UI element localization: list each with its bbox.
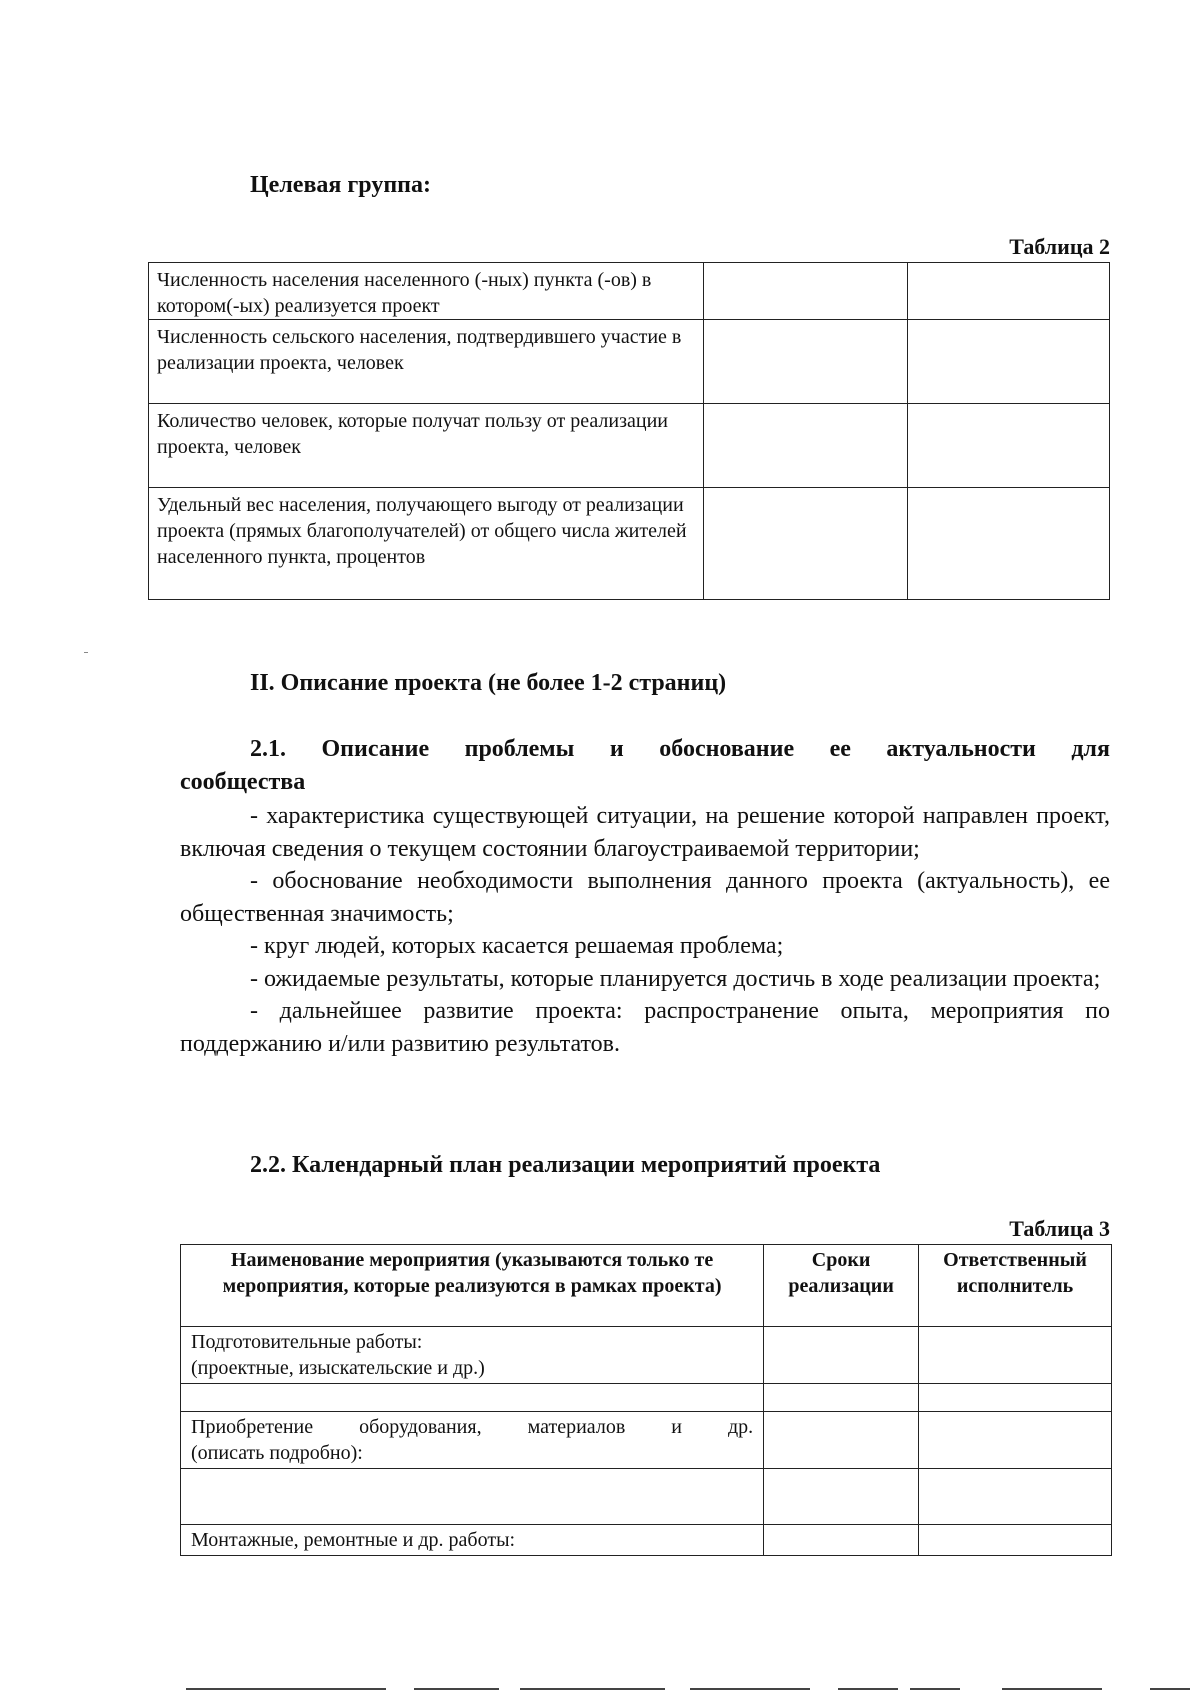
value-cell[interactable] xyxy=(908,404,1110,488)
activity-line: (описать подробно): xyxy=(191,1442,363,1464)
scan-speck xyxy=(84,652,88,653)
subsection-2-2-title: 2.2. Календарный план реализации мероприятий проекта xyxy=(250,1152,881,1178)
footer-rule xyxy=(186,1688,386,1690)
table-row xyxy=(149,488,1110,600)
list-item: - ожидаемые результаты, которые планируется достичь в ходе реализации проекта; xyxy=(250,965,1101,992)
footer-rule xyxy=(1002,1688,1102,1690)
table-row xyxy=(181,1412,1112,1469)
responsible-cell[interactable] xyxy=(919,1469,1112,1525)
activity-cell xyxy=(181,1327,764,1384)
target-group-heading: Целевая группа: xyxy=(250,172,431,198)
row-label: Удельный вес населения, получающего выгоду от реализации проекта (прямых благополучателей) от общего числа жителей населенного пункта, процентов xyxy=(149,488,704,600)
table2-caption: Таблица 2 xyxy=(1009,234,1110,259)
footer-rule xyxy=(414,1688,499,1690)
activity-cell xyxy=(181,1525,764,1556)
header-responsible: Ответственный исполнитель xyxy=(919,1245,1112,1327)
table-header-row xyxy=(181,1245,1112,1327)
table-row xyxy=(181,1525,1112,1556)
activity-line: (проектные, изыскательские и др.) xyxy=(191,1357,485,1379)
activity-line: Приобретение оборудования, материалов и др. xyxy=(191,1416,754,1438)
target-group-table xyxy=(148,262,1110,600)
list-item: - круг людей, которых касается решаемая проблема; xyxy=(250,933,784,959)
list-item: - дальнейшее развитие проекта: распространение опыта, мероприятия по поддержанию и/или развитию результатов. xyxy=(180,998,1110,1057)
activity-cell xyxy=(181,1412,764,1469)
value-cell[interactable] xyxy=(704,488,908,600)
description-bullets xyxy=(180,800,1110,1060)
calendar-plan-table xyxy=(180,1244,1112,1556)
responsible-cell[interactable] xyxy=(919,1412,1112,1469)
value-cell[interactable] xyxy=(908,263,1110,320)
list-item: - обоснование необходимости выполнения данного проекта (актуальность), ее общественная значимость; xyxy=(180,868,1110,927)
header-timing: Сроки реализации xyxy=(764,1245,919,1327)
value-cell[interactable] xyxy=(704,263,908,320)
header-activity: Наименование мероприятия (указываются только те мероприятия, которые реализуются в рамках проекта) xyxy=(181,1245,764,1327)
row-label: Численность населения населенного (-ных) пункта (-ов) в котором(-ых) реализуется проект xyxy=(149,263,704,320)
section2-heading: II. Описание проекта (не более 1-2 страниц) xyxy=(250,670,727,696)
table3-caption: Таблица 3 xyxy=(1009,1216,1110,1241)
timing-cell[interactable] xyxy=(764,1327,919,1384)
activity-cell[interactable] xyxy=(181,1469,764,1525)
table-row xyxy=(181,1384,1112,1412)
responsible-cell[interactable] xyxy=(919,1525,1112,1556)
subsection-2-1-title xyxy=(180,733,1110,799)
row-label: Количество человек, которые получат пользу от реализации проекта, человек xyxy=(149,404,704,488)
responsible-cell[interactable] xyxy=(919,1384,1112,1412)
footer-rule xyxy=(520,1688,665,1690)
footer-rule xyxy=(910,1688,960,1690)
subsection-2-1-title-line1: 2.1. Описание проблемы и обоснование ее актуальности для xyxy=(250,736,1110,762)
value-cell[interactable] xyxy=(704,404,908,488)
timing-cell[interactable] xyxy=(764,1412,919,1469)
table-row xyxy=(181,1327,1112,1384)
row-label: Численность сельского населения, подтвердившего участие в реализации проекта, человек xyxy=(149,320,704,404)
timing-cell[interactable] xyxy=(764,1525,919,1556)
activity-cell[interactable] xyxy=(181,1384,764,1412)
subsection-2-1-title-line2: сообщества xyxy=(180,769,306,795)
activity-line: Монтажные, ремонтные и др. работы: xyxy=(191,1529,516,1551)
footer-rule xyxy=(690,1688,810,1690)
responsible-cell[interactable] xyxy=(919,1327,1112,1384)
timing-cell[interactable] xyxy=(764,1469,919,1525)
timing-cell[interactable] xyxy=(764,1384,919,1412)
list-item: - характеристика существующей ситуации, на решение которой направлен проект, включая сведения о текущем состоянии благоустраиваемой территории; xyxy=(180,803,1110,862)
value-cell[interactable] xyxy=(908,320,1110,404)
table-row xyxy=(181,1469,1112,1525)
activity-line: Подготовительные работы: xyxy=(191,1331,423,1353)
table-row xyxy=(149,263,1110,320)
value-cell[interactable] xyxy=(908,488,1110,600)
table-row xyxy=(149,404,1110,488)
footer-rule xyxy=(838,1688,898,1690)
table-row xyxy=(149,320,1110,404)
value-cell[interactable] xyxy=(704,320,908,404)
footer-rule xyxy=(1150,1688,1190,1690)
